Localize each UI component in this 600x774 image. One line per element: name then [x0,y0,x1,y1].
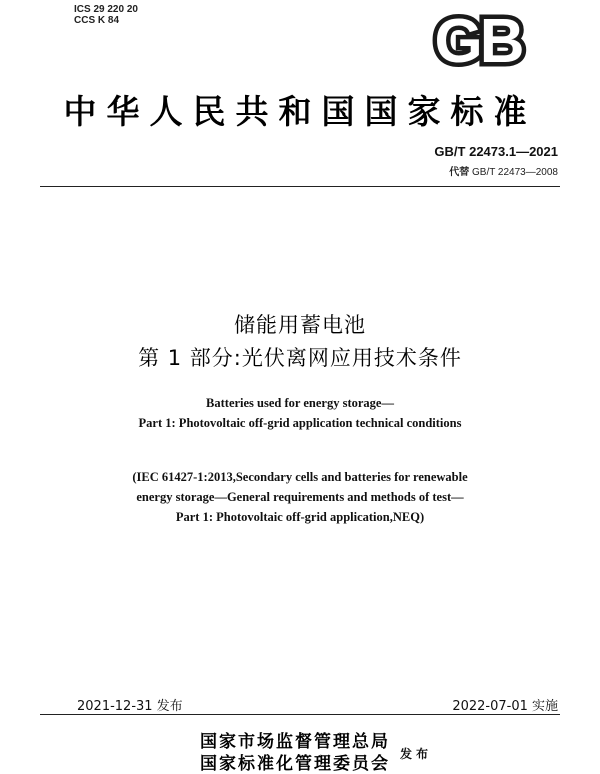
publish-label: 发布 [400,747,433,761]
title-en-line1: Batteries used for energy storage— [206,396,394,410]
issue-date: 2021-12-31 发布 [77,699,183,714]
title-cn-line1: 储能用蓄电池 [234,313,366,337]
national-standard-title: 中华人民共和国国家标准 [63,92,537,131]
ccs-code: CCS K 84 [74,15,120,26]
issuer-sac: 国家标准化管理委员会 [200,754,390,774]
title-en-line2: Part 1: Photovoltaic off-grid application technical conditions [138,416,462,430]
equivalent-line2: energy storage—General requirements and methods of test— [136,490,464,504]
title-cn-line2: 第 1 部分:光伏离网应用技术条件 [138,346,462,370]
header-divider [40,186,560,187]
ics-code: ICS 29 220 20 [74,4,138,15]
equivalent-line1: (IEC 61427-1:2013,Secondary cells and batteries for renewable [132,470,468,484]
issuer-samr: 国家市场监督管理总局 [200,732,390,752]
implementation-date: 2022-07-01 实施 [452,699,558,714]
standard-number: GB/T 22473.1—2021 [434,144,558,159]
gb-logo-text: GB [434,10,522,70]
replaces-note [449,163,558,178]
replaces-label: 代替 [449,167,470,178]
gb-logo [422,10,534,70]
replaces-number: GB/T 22473—2008 [472,167,558,178]
footer-divider [40,714,560,715]
classification-codes [74,4,138,26]
equivalent-line3: Part 1: Photovoltaic off-grid application,NEQ) [175,510,425,524]
